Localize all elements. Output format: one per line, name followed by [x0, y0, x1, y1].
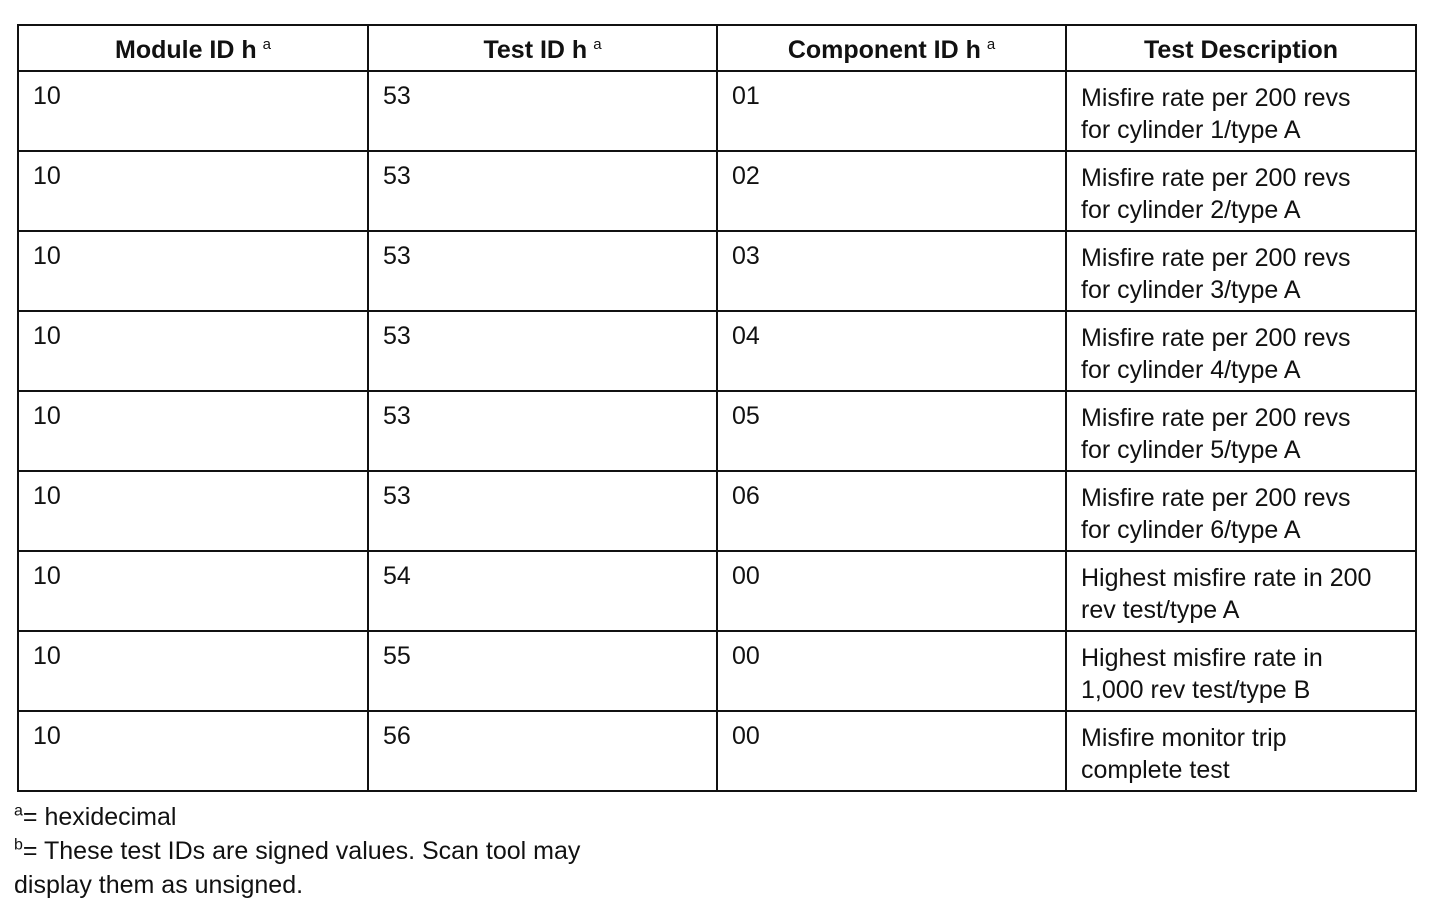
description-line-1: Highest misfire rate in 200 [1081, 564, 1372, 592]
cell-component-id: 06 [717, 471, 1066, 551]
header-component-id-label: Component ID h [787, 36, 981, 64]
cell-test-id: 56 [368, 711, 717, 791]
footnote-a-text: = hexidecimal [22, 803, 177, 831]
cell-test-id: 53 [368, 311, 717, 391]
cell-test-description [1066, 311, 1416, 391]
cell-test-id: 53 [368, 71, 717, 151]
header-module-id-label: Module ID h [115, 36, 257, 64]
table-row [18, 311, 1416, 391]
table-row [18, 471, 1416, 551]
cell-module-id: 10 [18, 551, 368, 631]
cell-module-id: 10 [18, 71, 368, 151]
cell-test-description [1066, 631, 1416, 711]
description-line-1: Misfire rate per 200 revs [1081, 164, 1351, 192]
cell-module-id: 10 [18, 151, 368, 231]
description-line-2: for cylinder 3/type A [1081, 276, 1301, 304]
cell-test-id: 54 [368, 551, 717, 631]
cell-test-id: 53 [368, 391, 717, 471]
cell-test-description [1066, 151, 1416, 231]
footnote-b-marker: b [14, 836, 23, 854]
description-line-2: complete test [1081, 756, 1230, 784]
table-row [18, 391, 1416, 471]
table-row [18, 231, 1416, 311]
description-line-1: Misfire monitor trip [1081, 724, 1287, 752]
cell-component-id: 02 [717, 151, 1066, 231]
header-test-id-note: a [593, 35, 602, 53]
description-line-1: Misfire rate per 200 revs [1081, 404, 1351, 432]
table-row [18, 71, 1416, 151]
cell-module-id: 10 [18, 391, 368, 471]
description-line-2: for cylinder 4/type A [1081, 356, 1301, 384]
description-line-1: Misfire rate per 200 revs [1081, 244, 1351, 272]
cell-module-id: 10 [18, 631, 368, 711]
description-line-2: for cylinder 2/type A [1081, 196, 1301, 224]
test-id-table [17, 24, 1417, 792]
header-test-description-label: Test Description [1143, 36, 1339, 64]
table-row [18, 551, 1416, 631]
cell-component-id: 00 [717, 711, 1066, 791]
cell-module-id: 10 [18, 471, 368, 551]
cell-test-description [1066, 391, 1416, 471]
cell-module-id: 10 [18, 711, 368, 791]
cell-test-id: 55 [368, 631, 717, 711]
description-line-2: for cylinder 6/type A [1081, 516, 1301, 544]
cell-component-id: 00 [717, 551, 1066, 631]
cell-module-id: 10 [18, 311, 368, 391]
cell-component-id: 03 [717, 231, 1066, 311]
cell-component-id: 00 [717, 631, 1066, 711]
description-line-1: Misfire rate per 200 revs [1081, 324, 1351, 352]
footnote-b [14, 834, 734, 868]
header-module-id-note: a [262, 35, 271, 53]
header-module-id [18, 25, 368, 71]
footnote-b-text: = These test IDs are signed values. Scan tool may [22, 837, 581, 865]
description-line-2: for cylinder 1/type A [1081, 116, 1301, 144]
table-row [18, 711, 1416, 791]
description-line-2: rev test/type A [1081, 596, 1240, 624]
cell-test-description [1066, 711, 1416, 791]
header-component-id [717, 25, 1066, 71]
cell-component-id: 05 [717, 391, 1066, 471]
header-test-id-label: Test ID h [483, 36, 588, 64]
footnote-b-continuation: display them as unsigned. [14, 871, 304, 899]
table-row [18, 151, 1416, 231]
cell-test-description [1066, 231, 1416, 311]
cell-test-id: 53 [368, 231, 717, 311]
cell-component-id: 04 [717, 311, 1066, 391]
footnote-a-marker: a [14, 802, 23, 820]
description-line-2: 1,000 rev test/type B [1081, 676, 1311, 704]
footnote-a [14, 800, 734, 834]
cell-module-id: 10 [18, 231, 368, 311]
description-line-2: for cylinder 5/type A [1081, 436, 1301, 464]
table-header-row [18, 25, 1416, 71]
cell-test-description [1066, 71, 1416, 151]
header-component-id-note: a [986, 35, 996, 53]
cell-test-id: 53 [368, 151, 717, 231]
footnotes [14, 800, 734, 902]
cell-test-description [1066, 551, 1416, 631]
header-test-description [1066, 25, 1416, 71]
description-line-1: Misfire rate per 200 revs [1081, 84, 1351, 112]
header-test-id [368, 25, 717, 71]
description-line-1: Misfire rate per 200 revs [1081, 484, 1351, 512]
cell-test-id: 53 [368, 471, 717, 551]
cell-component-id: 01 [717, 71, 1066, 151]
cell-test-description [1066, 471, 1416, 551]
description-line-1: Highest misfire rate in [1081, 644, 1323, 672]
table-row [18, 631, 1416, 711]
